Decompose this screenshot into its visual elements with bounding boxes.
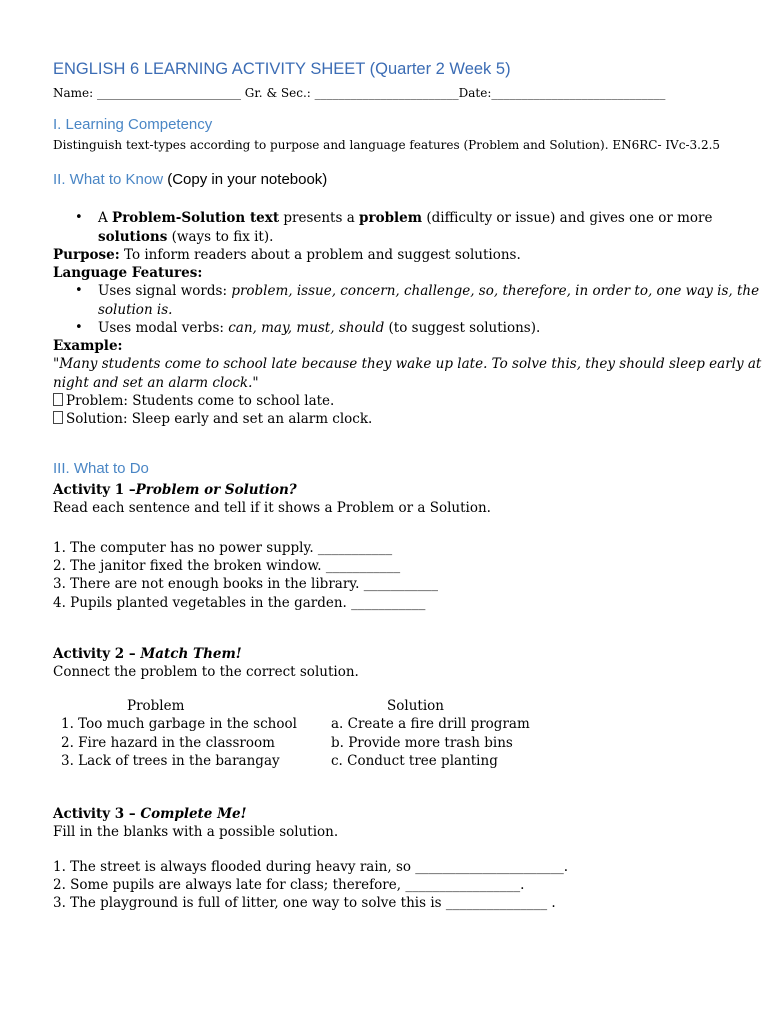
- learning-competency-text: Distinguish text-types according to purpose and language features (Problem and Solution). EN6RC- IVc-3.2.5: [53, 138, 721, 152]
- bullet-icon: •: [75, 283, 83, 298]
- example-text: "Many students come to school late because they wake up late. To solve this, they should sleep early at: [53, 356, 762, 372]
- bullet-icon: •: [75, 210, 83, 225]
- activity3-item: 1. The street is always flooded during heavy rain, so ______________________.: [53, 859, 569, 875]
- section-what-to-do-heading: III. What to Do: [53, 460, 149, 477]
- problem-solution-definition: A Problem-Solution text presents a problem (difficulty or issue) and gives one or more: [98, 210, 713, 226]
- checkbox-icon: [53, 411, 63, 424]
- example-problem-line: Problem: Students come to school late.: [53, 393, 334, 409]
- problem-item: 3. Lack of trees in the barangay: [61, 753, 280, 769]
- activity3-item: 3. The playground is full of litter, one way to solve this is _______________ .: [53, 895, 556, 911]
- example-label: Example:: [53, 338, 123, 354]
- purpose-line: Purpose: To inform readers about a problem and suggest solutions.: [53, 247, 521, 263]
- name-grade-date-line: Name: ________________________ Gr. & Sec.: ________________________Date:_____________________________: [53, 86, 666, 100]
- activity3-instructions: Fill in the blanks with a possible solution.: [53, 824, 339, 840]
- activity1-item: 2. The janitor fixed the broken window. ___________: [53, 558, 401, 574]
- page-title: ENGLISH 6 LEARNING ACTIVITY SHEET (Quarter 2 Week 5): [53, 60, 511, 78]
- activity2-instructions: Connect the problem to the correct solution.: [53, 664, 359, 680]
- activity1-heading: Activity 1 –Problem or Solution?: [53, 482, 297, 498]
- solution-column-header: Solution: [387, 698, 444, 714]
- problem-item: 1. Too much garbage in the school: [61, 716, 297, 732]
- activity1-instructions: Read each sentence and tell if it shows a Problem or a Solution.: [53, 500, 491, 516]
- problem-column-header: Problem: [127, 698, 185, 714]
- section-learning-competency-heading: I. Learning Competency: [53, 116, 213, 133]
- problem-solution-definition-cont: solutions (ways to fix it).: [98, 229, 274, 245]
- activity3-heading: Activity 3 – Complete Me!: [53, 806, 247, 822]
- problem-item: 2. Fire hazard in the classroom: [61, 735, 275, 751]
- activity1-item: 3. There are not enough books in the library. ___________: [53, 576, 438, 592]
- activity1-item: 1. The computer has no power supply. ___________: [53, 540, 393, 556]
- activity1-item: 4. Pupils planted vegetables in the garden. ___________: [53, 595, 426, 611]
- what-to-know-label: II. What to Know: [53, 171, 164, 188]
- checkbox-icon: [53, 393, 63, 406]
- solution-item: c. Conduct tree planting: [331, 753, 498, 769]
- modal-verbs-line: Uses modal verbs: can, may, must, should (to suggest solutions).: [98, 320, 541, 336]
- language-features-label: Language Features:: [53, 265, 203, 281]
- solution-item: a. Create a fire drill program: [331, 716, 530, 732]
- activity3-item: 2. Some pupils are always late for class; therefore, _________________.: [53, 877, 525, 893]
- section-what-to-know-heading: [53, 171, 327, 188]
- example-solution-line: Solution: Sleep early and set an alarm clock.: [53, 411, 372, 427]
- activity2-heading: Activity 2 – Match Them!: [53, 646, 242, 662]
- signal-words-line: Uses signal words: problem, issue, concern, challenge, so, therefore, in order to, one way is, the: [98, 283, 760, 299]
- signal-words-line-cont: solution is.: [98, 302, 173, 318]
- solution-item: b. Provide more trash bins: [331, 735, 513, 751]
- copy-note: (Copy in your notebook): [167, 171, 328, 188]
- example-text-cont: night and set an alarm clock.": [53, 375, 259, 391]
- bullet-icon: •: [75, 320, 83, 335]
